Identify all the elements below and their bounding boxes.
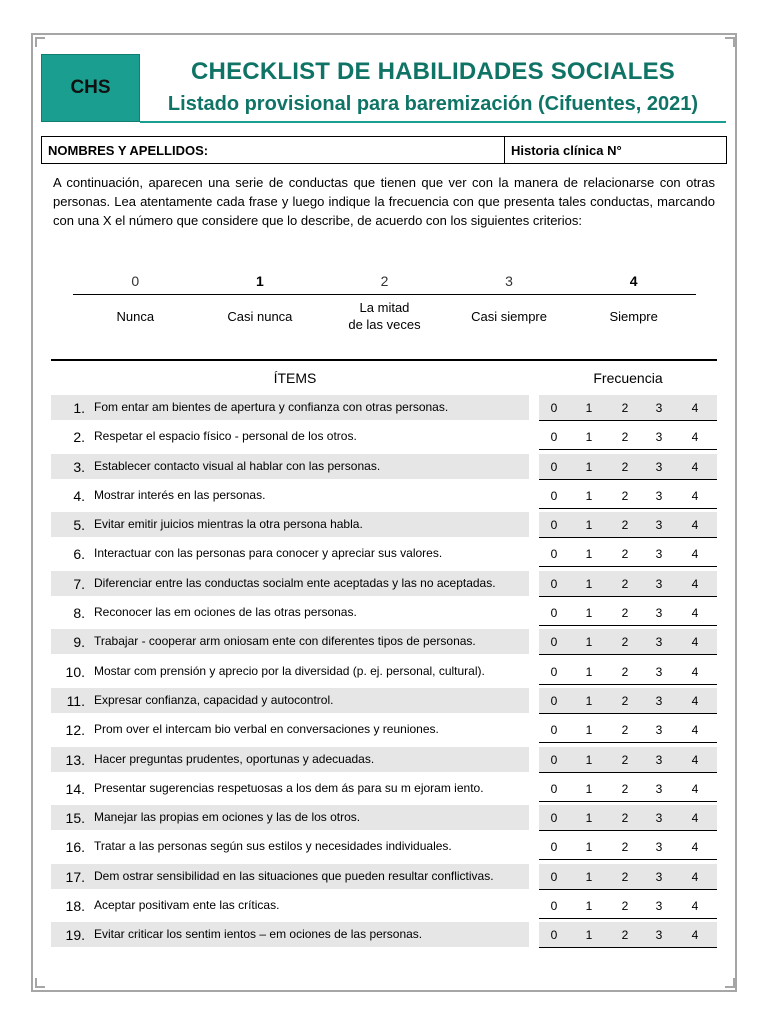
- frequency-option[interactable]: 1: [585, 576, 593, 591]
- item-text: Expresar confianza, capacidad y autocontrol.: [94, 692, 334, 707]
- frequency-option[interactable]: 1: [585, 811, 593, 826]
- scale-value: 4: [629, 273, 638, 289]
- item-number: 12.: [65, 722, 85, 739]
- frequency-option[interactable]: 3: [655, 752, 663, 767]
- frequency-option[interactable]: 0: [550, 635, 558, 650]
- item-number: 15.: [65, 810, 85, 827]
- item-text: Presentar sugerencias respetuosas a los dem ás para su m ejoram iento.: [94, 780, 484, 795]
- item-number: 16.: [65, 839, 85, 856]
- frequency-option[interactable]: 1: [585, 635, 593, 650]
- item-number: 18.: [65, 898, 85, 915]
- frequency-option[interactable]: 0: [550, 840, 558, 855]
- item-text: Reconocer las em ociones de las otras personas.: [94, 605, 357, 620]
- table-row: [51, 539, 717, 568]
- scale-label: Casi siempre: [471, 308, 547, 324]
- frequency-option[interactable]: 0: [550, 488, 558, 503]
- frequency-option[interactable]: 3: [655, 459, 663, 474]
- frequency-option[interactable]: 1: [585, 869, 593, 884]
- items-column-header: ÍTEMS: [273, 370, 317, 386]
- frequency-option[interactable]: 4: [691, 635, 699, 650]
- frequency-option[interactable]: 3: [655, 928, 663, 943]
- item-number: 9.: [73, 634, 85, 651]
- frequency-option[interactable]: 2: [621, 781, 629, 796]
- table-row: [51, 715, 717, 744]
- frequency-options: [539, 454, 717, 480]
- frequency-option[interactable]: 1: [585, 752, 593, 767]
- frequency-option[interactable]: 4: [691, 430, 699, 445]
- frequency-option[interactable]: 2: [621, 899, 629, 914]
- scale-label: Nunca: [116, 308, 155, 324]
- frequency-option[interactable]: 2: [621, 635, 629, 650]
- frequency-option[interactable]: 3: [655, 576, 663, 591]
- item-number: 11.: [66, 692, 85, 709]
- frequency-options: [539, 747, 717, 773]
- frequency-option[interactable]: 0: [550, 664, 558, 679]
- frequency-option[interactable]: 4: [691, 664, 699, 679]
- frequency-option[interactable]: 0: [550, 811, 558, 826]
- frequency-option[interactable]: 4: [691, 576, 699, 591]
- frequency-option[interactable]: 0: [550, 576, 558, 591]
- frequency-options: [539, 688, 717, 714]
- item-number: 2.: [73, 429, 85, 446]
- frequency-option[interactable]: 0: [550, 928, 558, 943]
- frequency-option[interactable]: 1: [585, 401, 593, 415]
- item-text: Trabajar - cooperar arm oniosam ente con diferentes tipos de personas.: [94, 634, 476, 649]
- frequency-option[interactable]: 0: [550, 606, 558, 621]
- frequency-option[interactable]: 1: [585, 488, 593, 503]
- item-text: Respetar el espacio físico - personal de los otros.: [94, 429, 357, 444]
- frequency-option[interactable]: 1: [585, 840, 593, 855]
- table-row: [51, 832, 717, 861]
- table-row: [51, 803, 717, 832]
- table-row: [51, 862, 717, 891]
- frequency-option[interactable]: 4: [691, 401, 699, 415]
- frequency-option[interactable]: 2: [621, 693, 629, 708]
- frequency-option[interactable]: 1: [585, 459, 593, 474]
- item-text: Evitar criticar los sentim ientos – em ociones de las personas.: [94, 927, 423, 942]
- corner-mark: [35, 37, 45, 47]
- item-text: Dem ostrar sensibilidad en las situaciones que pueden resultar conflictivas.: [94, 868, 494, 883]
- frequency-option[interactable]: 2: [621, 840, 629, 855]
- scale-label: Siempre: [609, 308, 658, 324]
- item-text: Aceptar positivam ente las críticas.: [94, 898, 280, 913]
- frequency-option[interactable]: 2: [621, 928, 629, 943]
- names-field[interactable]: NOMBRES Y APELLIDOS:: [42, 137, 505, 163]
- logo-text: CHS: [70, 77, 111, 98]
- frequency-option[interactable]: 2: [621, 869, 629, 884]
- frequency-option[interactable]: 0: [550, 518, 558, 533]
- frequency-option[interactable]: 2: [621, 401, 629, 415]
- frequency-options: [539, 571, 717, 597]
- frequency-options: [539, 864, 717, 890]
- table-row: [51, 891, 717, 920]
- frequency-options: [539, 483, 717, 509]
- frequency-option[interactable]: 2: [621, 488, 629, 503]
- frequency-option[interactable]: 1: [585, 430, 593, 445]
- table-row: [51, 920, 717, 949]
- frequency-option[interactable]: 2: [621, 752, 629, 767]
- frequency-option[interactable]: 1: [585, 693, 593, 708]
- table-row: [51, 569, 717, 598]
- item-number: 10.: [65, 663, 85, 680]
- frequency-options: [539, 395, 717, 421]
- frequency-option[interactable]: 1: [585, 606, 593, 621]
- document-title: CHECKLIST DE HABILIDADES SOCIALES: [191, 58, 675, 85]
- table-row: [51, 481, 717, 510]
- frequency-option[interactable]: 0: [550, 401, 558, 415]
- frequency-option[interactable]: 3: [655, 693, 663, 708]
- frequency-options: [539, 541, 717, 567]
- frequency-options: [539, 922, 717, 948]
- frequency-option[interactable]: 1: [585, 781, 593, 796]
- frequency-option[interactable]: 0: [550, 869, 558, 884]
- frequency-option[interactable]: 3: [655, 811, 663, 826]
- frequency-option[interactable]: 0: [550, 459, 558, 474]
- item-number: 17.: [65, 868, 85, 885]
- table-row: [51, 510, 717, 539]
- frequency-option[interactable]: 3: [655, 488, 663, 503]
- corner-mark: [725, 37, 735, 47]
- frequency-option[interactable]: 3: [655, 899, 663, 914]
- frequency-options: [539, 512, 717, 538]
- table-row: [51, 774, 717, 803]
- frequency-option[interactable]: 3: [655, 840, 663, 855]
- frequency-option[interactable]: 4: [691, 518, 699, 533]
- table-row: [51, 745, 717, 774]
- frequency-option[interactable]: 2: [621, 606, 629, 621]
- frequency-options: [539, 424, 717, 450]
- document-subtitle: Listado provisional para baremización (Cifuentes, 2021): [167, 93, 699, 115]
- frequency-option[interactable]: 4: [691, 781, 699, 796]
- items-table: [51, 393, 717, 950]
- title-underline: [140, 121, 726, 123]
- frequency-option[interactable]: 4: [691, 811, 699, 826]
- frequency-option[interactable]: 3: [655, 869, 663, 884]
- frequency-option[interactable]: 2: [621, 547, 629, 562]
- frequency-option[interactable]: 4: [691, 547, 699, 562]
- item-text: Fom entar am bientes de apertura y confianza con otras personas.: [94, 400, 449, 414]
- scale-label: Casi nunca: [227, 308, 293, 324]
- frequency-option[interactable]: 3: [655, 723, 663, 738]
- frequency-option[interactable]: 0: [550, 752, 558, 767]
- frequency-column-header: Frecuencia: [593, 370, 663, 386]
- frequency-option[interactable]: 0: [550, 430, 558, 445]
- frequency-options: [539, 629, 717, 655]
- item-number: 13.: [65, 751, 85, 768]
- scale-value: 1: [255, 273, 264, 289]
- item-number: 5.: [73, 517, 85, 534]
- frequency-options: [539, 776, 717, 802]
- history-number-field[interactable]: Historia clínica N°: [511, 143, 622, 158]
- item-text: Evitar emitir juicios mientras la otra persona habla.: [94, 517, 363, 532]
- item-number: 1.: [73, 400, 85, 416]
- frequency-option[interactable]: 1: [585, 928, 593, 943]
- frequency-options: [539, 659, 717, 685]
- frequency-option[interactable]: 4: [691, 723, 699, 738]
- table-row: [51, 393, 717, 422]
- item-text: Manejar las propias em ociones y las de los otros.: [94, 810, 361, 825]
- item-text: Mostar com prensión y aprecio por la diversidad (p. ej. personal, cultural).: [94, 663, 485, 678]
- frequency-option[interactable]: 0: [550, 547, 558, 562]
- frequency-option[interactable]: 4: [691, 899, 699, 914]
- scale-value: 0: [131, 273, 140, 289]
- rating-scale: [73, 268, 696, 337]
- scale-label: La mitad de las veces: [348, 300, 421, 332]
- frequency-option[interactable]: 3: [655, 518, 663, 533]
- item-number: 4.: [73, 487, 85, 504]
- frequency-option[interactable]: 2: [621, 459, 629, 474]
- frequency-option[interactable]: 4: [691, 693, 699, 708]
- item-number: 8.: [73, 605, 85, 622]
- frequency-option[interactable]: 1: [585, 664, 593, 679]
- frequency-option[interactable]: 3: [655, 401, 663, 415]
- frequency-option[interactable]: 1: [585, 518, 593, 533]
- frequency-options: [539, 834, 717, 860]
- frequency-options: [539, 893, 717, 919]
- item-number: 19.: [65, 927, 85, 944]
- frequency-option[interactable]: 4: [691, 752, 699, 767]
- identification-box: [41, 136, 727, 164]
- table-row: [51, 452, 717, 481]
- table-header: [51, 359, 717, 391]
- frequency-option[interactable]: 3: [655, 664, 663, 679]
- scale-value: 2: [380, 273, 389, 289]
- corner-mark: [725, 978, 735, 988]
- frequency-option[interactable]: 2: [621, 811, 629, 826]
- table-row: [51, 657, 717, 686]
- frequency-option[interactable]: 3: [655, 635, 663, 650]
- item-text: Establecer contacto visual al hablar con las personas.: [94, 458, 381, 473]
- item-text: Prom over el intercam bio verbal en conversaciones y reuniones.: [94, 722, 439, 737]
- frequency-option[interactable]: 2: [621, 664, 629, 679]
- frequency-option[interactable]: 2: [621, 723, 629, 738]
- frequency-options: [539, 600, 717, 626]
- scale-value: 3: [505, 273, 513, 289]
- frequency-option[interactable]: 0: [550, 693, 558, 708]
- frequency-option[interactable]: 4: [691, 606, 699, 621]
- frequency-options: [539, 805, 717, 831]
- item-number: 14.: [65, 780, 85, 797]
- item-text: Tratar a las personas según sus estilos y necesidades individuales.: [94, 839, 452, 854]
- frequency-option[interactable]: 0: [550, 781, 558, 796]
- frequency-option[interactable]: 3: [655, 606, 663, 621]
- frequency-option[interactable]: 4: [691, 869, 699, 884]
- frequency-option[interactable]: 1: [585, 547, 593, 562]
- instructions-text: A continuación, aparecen una serie de conductas que tienen que ver con la manera de relacionarse con otras personas. Lea atentamente cada frase y luego indique la frecuencia con que presenta tales conductas, marcando con una X el número que considere que lo describe, de acuerdo con los siguientes criterios:: [53, 175, 715, 228]
- frequency-option[interactable]: 3: [655, 781, 663, 796]
- table-row: [51, 627, 717, 656]
- frequency-option[interactable]: 3: [655, 547, 663, 562]
- frequency-option[interactable]: 1: [585, 899, 593, 914]
- frequency-options: [539, 717, 717, 743]
- frequency-option[interactable]: 0: [550, 723, 558, 738]
- frequency-option[interactable]: 2: [621, 430, 629, 445]
- table-row: [51, 422, 717, 451]
- table-row: [51, 598, 717, 627]
- frequency-option[interactable]: 2: [621, 576, 629, 591]
- item-text: Mostrar interés en las personas.: [94, 487, 266, 502]
- table-row: [51, 686, 717, 715]
- item-text: Interactuar con las personas para conocer y apreciar sus valores.: [94, 546, 443, 561]
- item-text: Diferenciar entre las conductas socialm ente aceptadas y las no aceptadas.: [94, 575, 496, 590]
- item-number: 6.: [73, 546, 85, 563]
- frequency-option[interactable]: 0: [550, 899, 558, 914]
- frequency-option[interactable]: 2: [621, 518, 629, 533]
- frequency-option[interactable]: 4: [691, 840, 699, 855]
- item-text: Hacer preguntas prudentes, oportunas y adecuadas.: [94, 751, 375, 766]
- frequency-option[interactable]: 4: [691, 928, 699, 943]
- frequency-option[interactable]: 1: [585, 723, 593, 738]
- corner-mark: [35, 978, 45, 988]
- item-number: 3.: [73, 458, 85, 475]
- logo-box: [41, 54, 140, 122]
- frequency-option[interactable]: 3: [655, 430, 663, 445]
- item-number: 7.: [73, 575, 85, 592]
- frequency-option[interactable]: 4: [691, 488, 699, 503]
- frequency-option[interactable]: 4: [691, 459, 699, 474]
